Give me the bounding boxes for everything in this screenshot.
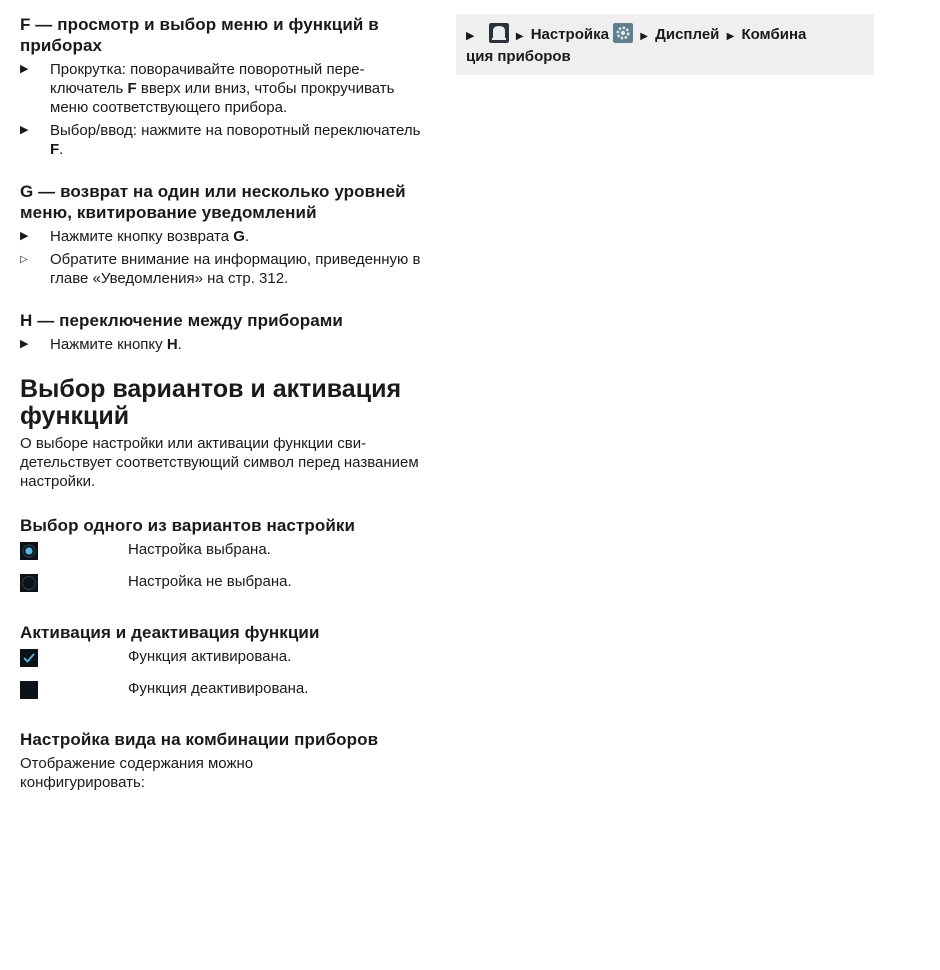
list-item [20,227,430,246]
bullet-text: . [177,336,182,353]
bullet-text: Нажмите кнопку возврата [50,228,234,245]
function-on-label: Функция активирована. [128,648,292,665]
option-unselected-row [20,572,430,592]
bullet-key: H [166,336,178,353]
bullet-triangle-icon: ▶ [20,124,29,136]
path-separator-icon: ▶ [640,31,648,42]
list-item [20,60,430,117]
bullet-triangle-icon: ▶ [20,338,29,350]
function-off-row [20,679,430,699]
bullet-text: вверх или вниз, чтобы прокручивать меню соответствующего прибора. [50,80,395,116]
radio-unselected-icon [20,574,38,592]
radio-selected-icon [20,542,38,560]
section-g-bullets [20,227,430,288]
bullet-key: G [233,228,245,245]
section-g-heading: G — возврат на один или несколько уровней меню, квитирование уведомлений [20,182,406,222]
option-selected-label: Настройка выбрана. [128,541,271,558]
note-triangle-icon: ▷ [20,254,28,265]
function-on-row [20,647,430,667]
section-h-bullets [20,335,430,354]
function-off-label: Функция деактивирована. [128,680,309,697]
right-column [456,14,874,75]
section-f-heading: F — просмотр и выбор меню и функций в приборах [20,15,379,55]
path-cluster-part1: Комбина [741,26,807,43]
view-config-heading: Настройка вида на комбинации приборов [20,730,379,749]
bullet-triangle-icon: ▶ [466,30,475,42]
function-toggle-heading: Активация и деактивация функции [20,623,320,642]
bullet-text: Прокрутка: поворачивайте поворотный переключатель [50,61,365,97]
bullet-key: F [50,141,60,158]
option-unselected-label: Настройка не выбрана. [128,573,292,590]
path-settings: Настройка [530,26,609,43]
bullet-text: Выбор/ввод: нажмите на поворотный переключатель [50,122,421,139]
main-heading: Выбор вариантов и активация функций [20,375,402,430]
checkbox-unchecked-icon [20,681,38,699]
list-item-note [20,250,430,288]
section-f-bullets [20,60,430,159]
bullet-text: . [244,228,250,245]
menu-path-line-2 [466,47,864,67]
menu-path-box [456,14,874,75]
bullet-text: Нажмите кнопку [50,336,167,353]
bullet-triangle-icon: ▶ [20,63,29,75]
option-selected-row [20,540,430,560]
path-cluster-part2: ция приборов [466,48,571,65]
home-icon [489,23,509,43]
gear-icon [613,23,633,43]
view-config-paragraph: Отображение содержания можно конфигурировать: [20,755,254,791]
bullet-text: . [59,141,64,158]
left-column [20,14,430,792]
note-text: Обратите внимание на информацию, приведенную в главе «Уведомления» на стр. 312. [50,251,421,287]
menu-path-line-1 [466,23,864,47]
option-select-heading: Выбор одного из вариантов настройки [20,516,356,535]
list-item [20,335,430,354]
list-item [20,121,430,159]
path-separator-icon: ▶ [726,31,735,42]
main-paragraph: О выборе настройки или активации функции свидетельствует соответствующий символ перед названием настройки. [20,435,419,490]
checkbox-checked-icon [20,649,38,667]
path-separator-icon: ▶ [515,31,524,42]
path-display: Дисплей [655,26,720,43]
bullet-key: F [127,80,137,97]
section-h-heading: H — переключение между приборами [20,311,343,330]
bullet-triangle-icon: ▶ [20,230,29,242]
